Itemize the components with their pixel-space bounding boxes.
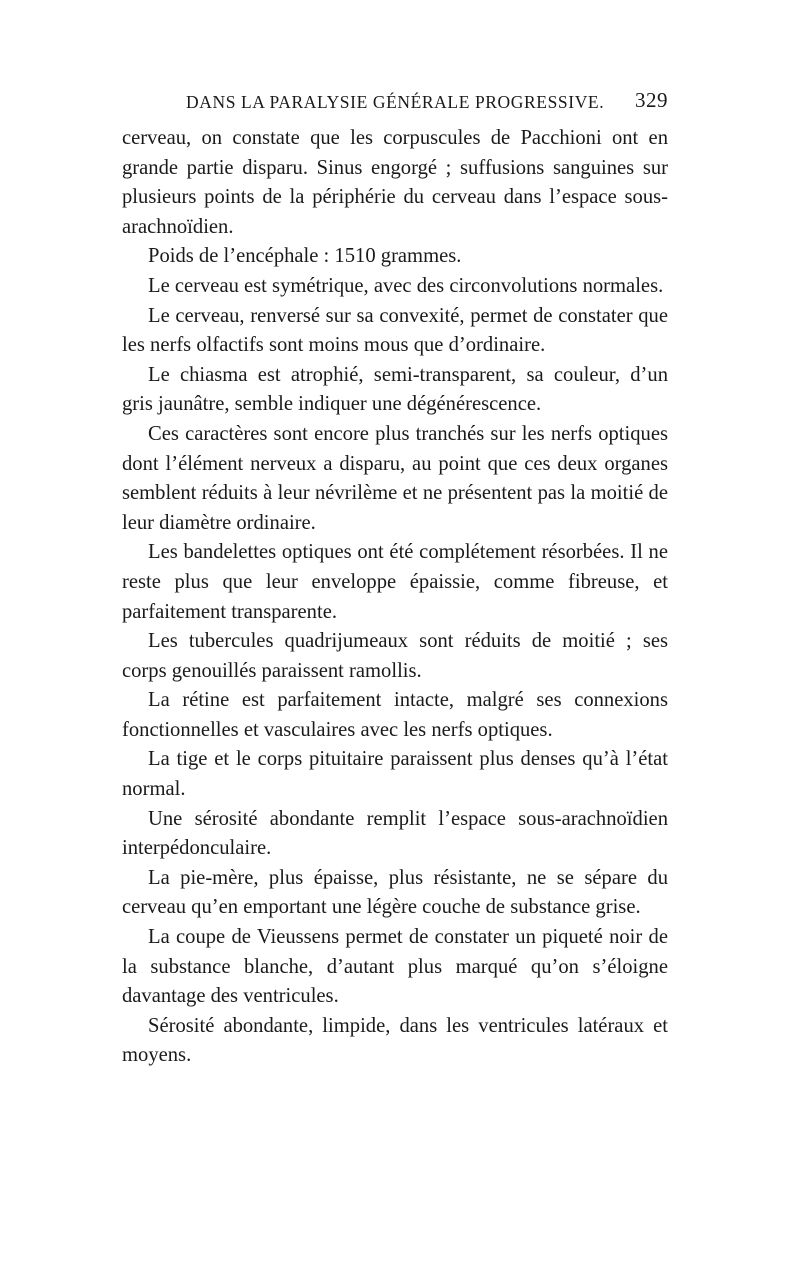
paragraph-continuation: cerveau, on constate que les corpuscules de Pacchioni ont en grande partie disparu. Sinus engorgé ; suffusions sanguines sur plusieurs points de la périphérie du cerveau dans l’espace sous-arachnoïdien. [122, 127, 668, 238]
paragraph-vieussens-section: La coupe de Vieussens permet de constater un piqueté noir de la substance blanche, d’autant plus marqué qu’on s’éloigne davantage des ventricules. [122, 926, 668, 1008]
paragraph-quadrigeminal: Les tubercules quadrijumeaux sont réduits de moitié ; ses corps genouillés paraissent ramollis. [122, 630, 668, 682]
page-body [122, 124, 668, 1071]
paragraph-olfactory-nerves: Le cerveau, renversé sur sa convexité, permet de constater que les nerfs olfactifs sont moins mous que d’ordinaire. [122, 304, 668, 357]
paragraph-pituitary: La tige et le corps pituitaire paraissent plus denses qu’à l’état normal. [122, 748, 668, 801]
paragraph-ventricles: Sérosité abondante, limpide, dans les ventricules latéraux et moyens. [122, 1014, 668, 1067]
paragraph-optic-nerves: Ces caractères sont encore plus tranchés sur les nerfs optiques dont l’élément nerveux a disparu, au point que ces deux organes semblent réduits à leur névrilème et ne présentent pas la moitié de leur diamètre ordinaire. [122, 422, 668, 534]
paragraph-pia-mater: La pie-mère, plus épaisse, plus résistante, ne se sépare du cerveau qu’en emportant une légère couche de substance grise. [122, 866, 668, 919]
paragraph-symmetry: Le cerveau est symétrique, avec des circonvolutions normales. [148, 274, 664, 297]
page-number: 329 [635, 88, 668, 112]
page-header [186, 88, 668, 118]
paragraph-optic-tracts: Les bandelettes optiques ont été complétement résorbées. Il ne reste plus que leur enveloppe épaissie, comme fibreuse, et parfaitement transparente. [122, 541, 668, 623]
paragraph-brain-weight: Poids de l’encéphale : 1510 grammes. [148, 245, 462, 268]
paragraph-retina: La rétine est parfaitement intacte, malgré ses connexions fonctionnelles et vasculaires avec les nerfs optiques. [122, 689, 668, 741]
paragraph-chiasma: Le chiasma est atrophié, semi-transparent, sa couleur, d’un gris jaunâtre, semble indiquer une dégénérescence. [122, 363, 668, 416]
running-title: DANS LA PARALYSIE GÉNÉRALE PROGRESSIVE. [186, 92, 605, 112]
paragraph-serosity-interpeduncular: Une sérosité abondante remplit l’espace sous-arachnoïdien interpédonculaire. [122, 807, 668, 860]
